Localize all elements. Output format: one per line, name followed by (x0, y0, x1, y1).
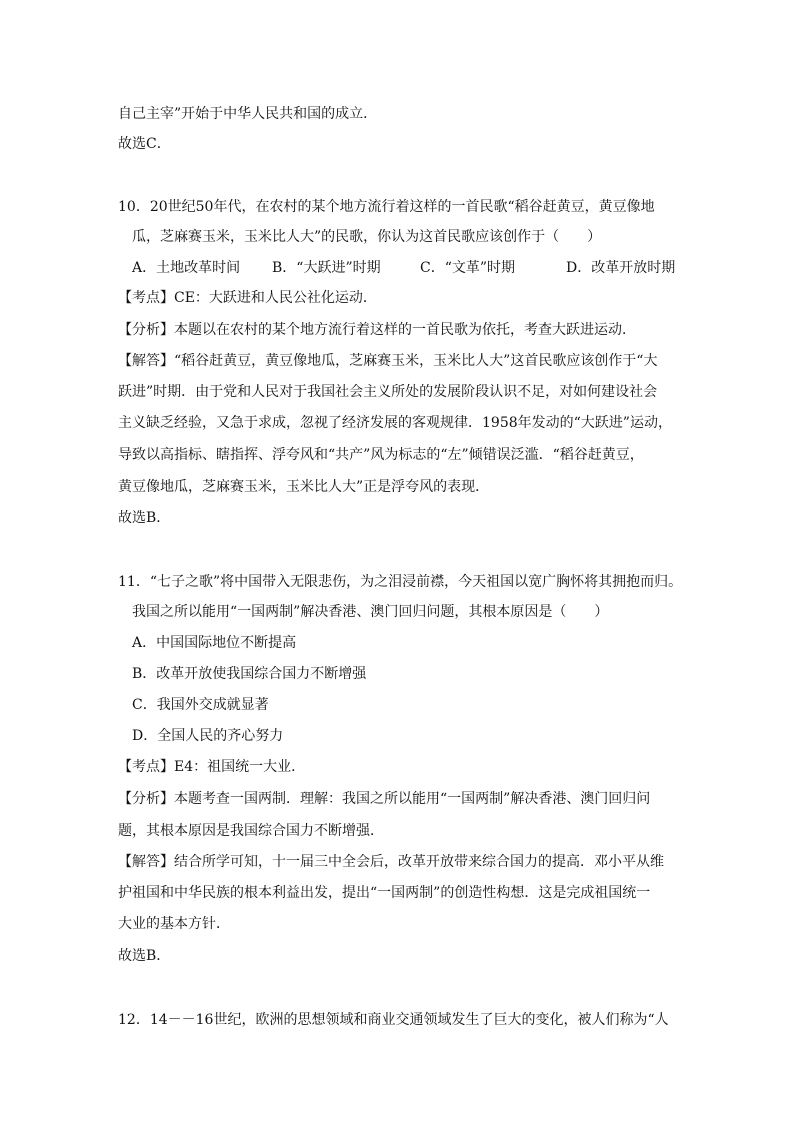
question-10-fenxi: 【分析】本题以在农村的某个地方流行着这样的一首民歌为依托，考查大跃进运动． (118, 322, 636, 338)
question-10-jieda-line-3: 主义缺乏经验，又急于求成，忽视了经济发展的客观规律．1958年发动的“大跃进”运动， (118, 415, 672, 431)
question-10-options (0, 258, 794, 278)
question-11-option-d: D．全国人民的齐心努力 (132, 728, 284, 744)
answer-line: 故选C． (118, 136, 171, 152)
option-c: C．“文革”时期 (420, 260, 516, 276)
question-11-stem-line-1: 11．“七子之歌”将中国带入无限悲伤，为之泪浸前襟，今天祖国以宽广胸怀将其拥抱而归。 (118, 574, 683, 590)
question-10-answer: 故选B． (118, 510, 171, 526)
question-11-option-c: C．我国外交成就显著 (132, 697, 269, 713)
text-line: 自己主宰”开始于中华人民共和国的成立． (118, 106, 378, 122)
question-10-stem-line-1: 10．20世纪50年代，在农村的某个地方流行着这样的一首民歌“稻谷赶黄豆，黄豆像地 (118, 199, 655, 215)
question-11-option-b: B．改革开放使我国综合国力不断增强 (132, 666, 367, 682)
option-a: A．土地改革时间 (132, 260, 241, 276)
question-11-stem-line-2: 我国之所以能用“一国两制”解决香港、澳门回归问题，其根本原因是（ ） (132, 604, 609, 620)
question-11-fenxi-line-2: 题，其根本原因是我国综合国力不断增强． (118, 823, 384, 839)
question-11-kaodian: 【考点】E4：祖国统一大业． (118, 759, 306, 775)
option-d: D．改革开放时期 (566, 260, 676, 276)
question-11-option-a: A．中国国际地位不断提高 (132, 635, 297, 651)
question-10-jieda-line-2: 跃进”时期．由于党和人民对于我国社会主义所处的发展阶段认识不足，对如何建设社会 (118, 384, 658, 400)
question-10-jieda-line-4: 导致以高指标、瞎指挥、浮夸风和“共产”风为标志的“左”倾错误泛滥．“稻谷赶黄豆， (118, 447, 644, 463)
question-11-jieda-line-2: 护祖国和中华民族的根本利益出发，提出“一国两制”的创造性构想．这是完成祖国统一 (118, 885, 651, 901)
question-11-answer: 故选B． (118, 948, 171, 964)
question-11-jieda-line-1: 【解答】结合所学可知，十一届三中全会后，改革开放带来综合国力的提高．邓小平从维 (118, 854, 664, 870)
question-11-fenxi-line-1: 【分析】本题考查一国两制．理解：我国之所以能用“一国两制”解决香港、澳门回归问 (118, 791, 651, 807)
question-10-jieda-line-1: 【解答】“稻谷赶黄豆，黄豆像地瓜，芝麻赛玉米，玉米比人大”这首民歌应该创作于“大 (118, 353, 658, 369)
question-10-stem-line-2: 瓜，芝麻赛玉米，玉米比人大”的民歌，你认为这首民歌应该创作于（ ） (132, 229, 602, 245)
option-b: B．“大跃进”时期 (272, 260, 381, 276)
question-12-stem-line-1: 12．14－－16世纪，欧洲的思想领域和商业交通领域发生了巨大的变化，被人们称为“人 (118, 1012, 669, 1028)
question-10-jieda-line-5: 黄豆像地瓜，芝麻赛玉米，玉米比人大”正是浮夸风的表现． (118, 479, 490, 495)
question-10-kaodian: 【考点】CE：大跃进和人民公社化运动． (118, 290, 377, 306)
question-11-jieda-line-3: 大业的基本方针． (118, 916, 230, 932)
